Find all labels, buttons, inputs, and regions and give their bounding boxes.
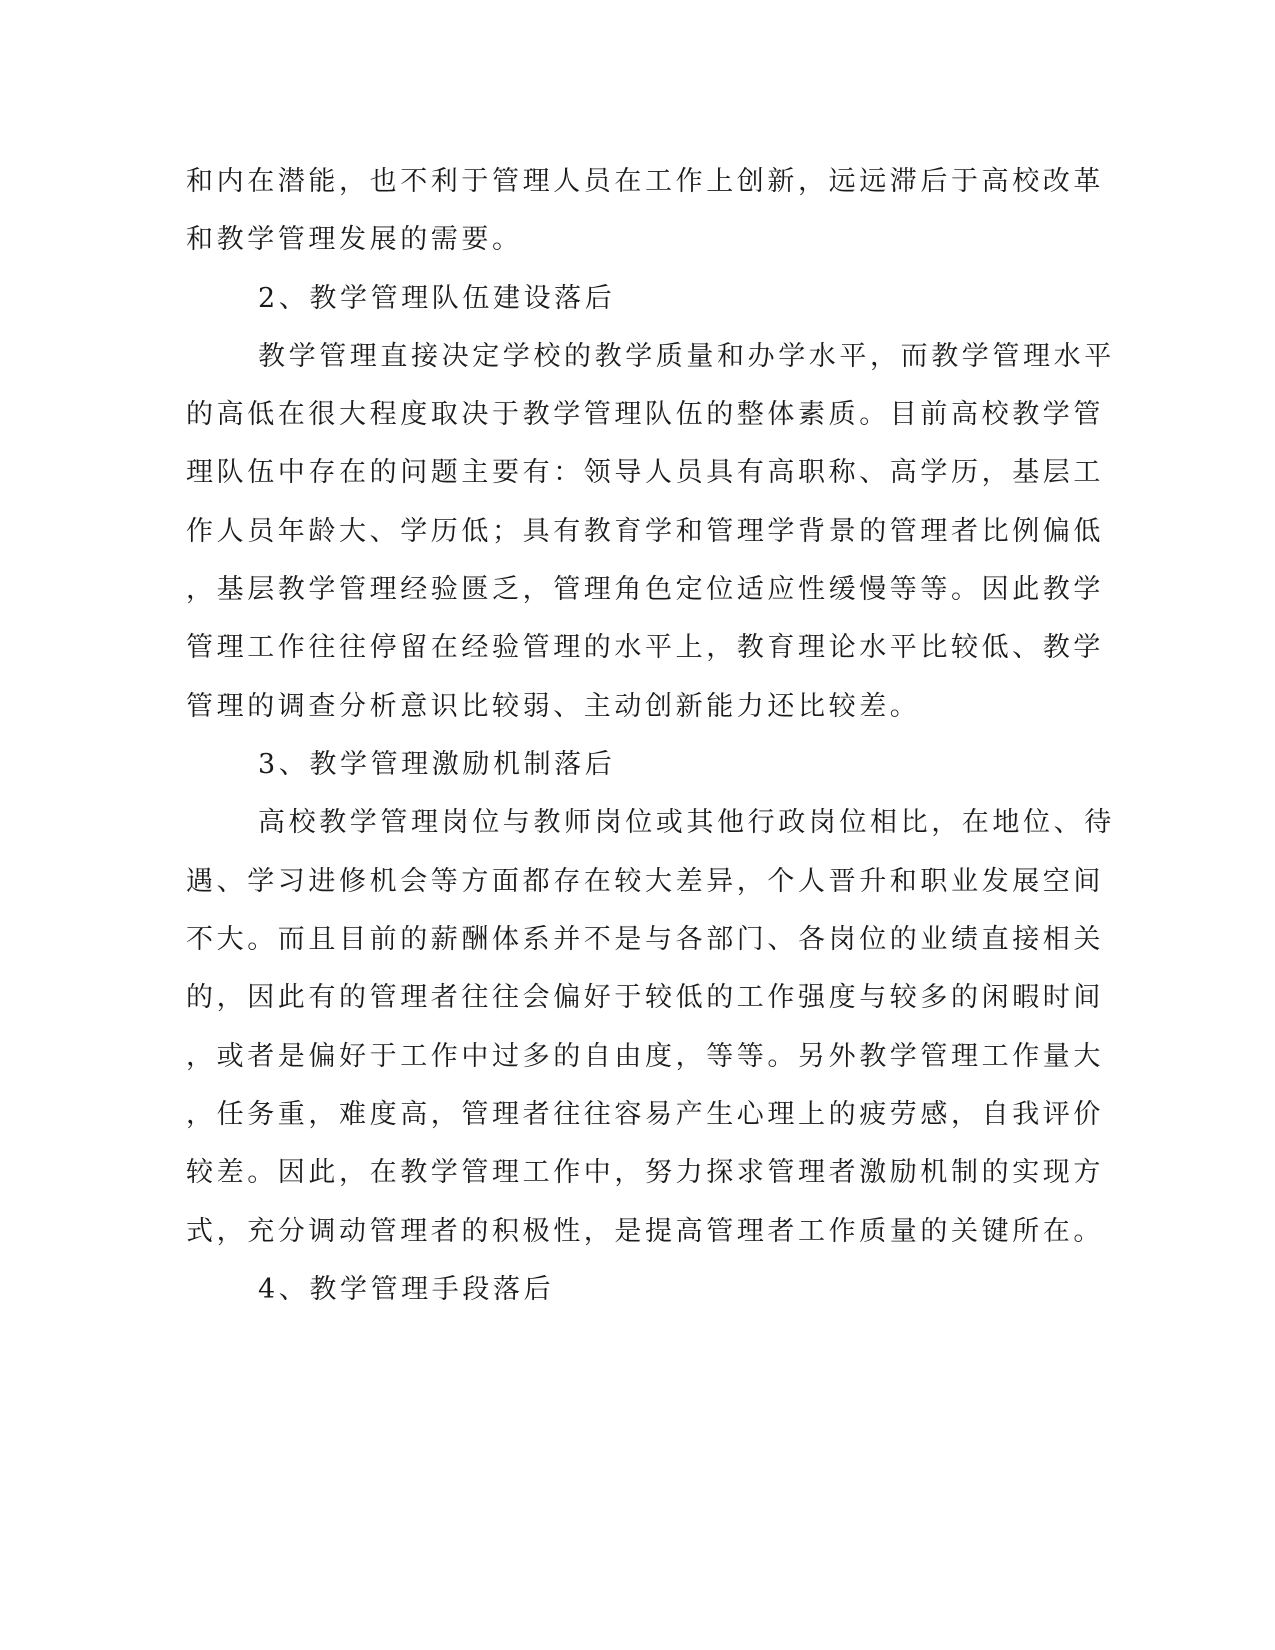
text-line: 和教学管理发展的需要。 [186,224,523,255]
text-line: 高校教学管理岗位与教师岗位或其他行政岗位相比，在地位、待 [258,807,1115,838]
section-heading: 4、教学管理手段落后 [258,1274,555,1305]
text-line: 管理工作往往停留在经验管理的水平上，教育理论水平比较低、教学 [186,632,1104,663]
text-line: 的高低在很大程度取决于教学管理队伍的整体素质。目前高校教学管 [186,399,1104,430]
text-line: ，任务重，难度高，管理者往往容易产生心理上的疲劳感，自我评价 [186,1099,1104,1130]
text-line: 遇、学习进修机会等方面都存在较大差异，个人晋升和职业发展空间 [186,866,1104,897]
section-heading: 3、教学管理激励机制落后 [258,749,616,780]
text-line: 理队伍中存在的问题主要有：领导人员具有高职称、高学历，基层工 [186,457,1104,488]
text-line: 管理的调查分析意识比较弱、主动创新能力还比较差。 [186,691,921,722]
text-line: 较差。因此，在教学管理工作中，努力探求管理者激励机制的实现方 [186,1157,1104,1188]
section-heading: 2、教学管理队伍建设落后 [258,283,616,314]
text-line: 和内在潜能，也不利于管理人员在工作上创新，远远滞后于高校改革 [186,166,1104,197]
text-line: 教学管理直接决定学校的教学质量和办学水平，而教学管理水平 [258,341,1115,372]
text-line: ，或者是偏好于工作中过多的自由度，等等。另外教学管理工作量大 [186,1041,1104,1072]
text-line: 作人员年龄大、学历低；具有教育学和管理学背景的管理者比例偏低 [186,516,1104,547]
text-line: 式，充分调动管理者的积极性，是提高管理者工作质量的关键所在。 [186,1216,1104,1247]
text-line: ，基层教学管理经验匮乏，管理角色定位适应性缓慢等等。因此教学 [186,574,1104,605]
text-line: 的，因此有的管理者往往会偏好于较低的工作强度与较多的闲暇时间 [186,982,1104,1013]
text-line: 不大。而且目前的薪酬体系并不是与各部门、各岗位的业绩直接相关 [186,924,1104,955]
